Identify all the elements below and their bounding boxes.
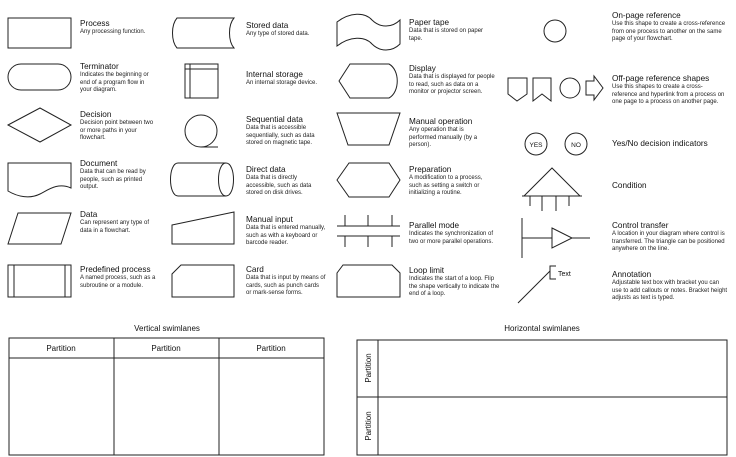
- yes-no-indicators-title: Yes/No decision indicators: [612, 139, 708, 148]
- stored-data-shape[interactable]: [173, 18, 235, 48]
- on-page-reference-title: On-page reference: [612, 11, 681, 20]
- annotation-description: Adjustable text box with bracket you can use to add callouts or notes. Bracket height adjusts as text is typed.: [612, 280, 728, 301]
- vertical-swimlanes-caption: Vertical swimlanes: [134, 324, 200, 333]
- control-transfer-description: A location in your diagram where control is transferred. The triangle can be positioned anywhere on the line.: [612, 231, 725, 252]
- parallel-mode-entry: [409, 221, 501, 246]
- vertical-swimlanes-frame: [9, 338, 324, 455]
- predefined-process-title: Predefined process: [80, 265, 151, 274]
- parallel-mode-shape[interactable]: [337, 215, 400, 247]
- control-transfer-shape[interactable]: [522, 218, 590, 258]
- process-description: Any processing function.: [80, 29, 146, 36]
- display-shape[interactable]: [339, 64, 397, 98]
- predefined-process-description: A named process, such as a subroutine or a module.: [80, 275, 156, 289]
- display-entry: [409, 64, 497, 96]
- annotation-shape[interactable]: [518, 266, 556, 303]
- terminator-shape[interactable]: [8, 64, 71, 90]
- control-transfer-title: Control transfer: [612, 221, 669, 230]
- off-page-reference-entry: [612, 74, 728, 106]
- direct-data-entry: [246, 165, 322, 197]
- horizontal-partition-label-1[interactable]: Partition: [364, 353, 373, 383]
- horizontal-swimlanes-frame: [357, 340, 727, 455]
- on-page-reference-shape[interactable]: [544, 20, 566, 42]
- decision-entry: [80, 110, 156, 142]
- horizontal-swimlanes-caption: Horizontal swimlanes: [504, 324, 580, 333]
- manual-input-description: Data that is entered manually, such as with a keyboard or barcode reader.: [246, 225, 326, 246]
- off-page-reference-arrow-shape[interactable]: [586, 76, 603, 100]
- loop-limit-title: Loop limit: [409, 266, 445, 275]
- on-page-reference-description: Use this shape to create a cross-reference from one process to another on the same page of your flowchart.: [612, 21, 726, 42]
- vertical-partition-label-1[interactable]: Partition: [46, 344, 76, 353]
- parallel-mode-description: Indicates the synchronization of two or more parallel operations.: [409, 231, 494, 245]
- preparation-shape[interactable]: [337, 163, 400, 197]
- paper-tape-title: Paper tape: [409, 18, 450, 27]
- yes-no-indicators-entry: [612, 139, 728, 148]
- paper-tape-description: Data that is stored on paper tape.: [409, 28, 484, 42]
- direct-data-shape[interactable]: [171, 163, 234, 196]
- card-title: Card: [246, 265, 264, 274]
- direct-data-title: Direct data: [246, 165, 286, 174]
- manual-input-title: Manual input: [246, 215, 293, 224]
- card-description: Data that is input by means of cards, such as punch cards or mark-sense forms.: [246, 275, 326, 296]
- decision-shape[interactable]: [8, 108, 71, 142]
- sequential-data-entry: [246, 115, 322, 147]
- paper-tape-shape[interactable]: [337, 14, 400, 50]
- card-entry: [246, 265, 326, 297]
- sequential-data-title: Sequential data: [246, 115, 303, 124]
- horizontal-partition-label-2[interactable]: Partition: [364, 411, 373, 441]
- sequential-data-shape[interactable]: [185, 115, 218, 147]
- document-entry: [80, 159, 156, 191]
- off-page-reference-pentagon-shape[interactable]: [508, 78, 527, 101]
- data-description: Can represent any type of data in a flowchart.: [80, 220, 150, 234]
- manual-operation-title: Manual operation: [409, 117, 473, 126]
- off-page-reference-flag-shape[interactable]: [533, 78, 551, 101]
- off-page-reference-circle-shape[interactable]: [560, 78, 580, 98]
- manual-input-entry: [246, 215, 326, 247]
- preparation-description: A modification to a process, such as setting a switch or initializing a routine.: [409, 175, 483, 196]
- predefined-process-entry: [80, 265, 156, 290]
- terminator-description: Indicates the beginning or end of a program flow in your diagram.: [80, 72, 149, 93]
- internal-storage-shape[interactable]: [185, 64, 218, 98]
- direct-data-description: Data that is directly accessible, such as data stored on disk drives.: [246, 175, 312, 196]
- loop-limit-description: Indicates the start of a loop. Flip the shape vertically to indicate the end of a loop.: [409, 276, 500, 297]
- manual-operation-description: Any operation that is performed manually (by a person).: [409, 127, 478, 148]
- display-description: Data that is displayed for people to read, such as data on a monitor or projector screen.: [409, 74, 495, 95]
- document-description: Data that can be read by people, such as printed output.: [80, 169, 146, 190]
- manual-operation-entry: [409, 117, 491, 149]
- condition-title: Condition: [612, 181, 647, 190]
- document-title: Document: [80, 159, 118, 168]
- preparation-entry: [409, 165, 495, 197]
- display-title: Display: [409, 64, 436, 73]
- annotation-text-label: Text: [558, 271, 571, 278]
- off-page-reference-title: Off-page reference shapes: [612, 74, 710, 83]
- predefined-process-shape[interactable]: [8, 265, 71, 297]
- condition-shape[interactable]: [522, 168, 582, 211]
- condition-entry: [612, 181, 728, 190]
- annotation-title: Annotation: [612, 270, 652, 279]
- off-page-reference-description: Use this shapes to create a cross-reference and hyperlink from a process on one page to a process on another page.: [612, 84, 725, 105]
- paper-tape-entry: [409, 18, 491, 43]
- control-transfer-entry: [612, 221, 728, 253]
- stored-data-entry: [246, 21, 326, 39]
- process-shape[interactable]: [8, 18, 71, 48]
- annotation-entry: [612, 270, 728, 302]
- parallel-mode-title: Parallel mode: [409, 221, 460, 230]
- data-title: Data: [80, 210, 98, 219]
- loop-limit-shape[interactable]: [337, 265, 400, 297]
- internal-storage-entry: [246, 70, 326, 88]
- yes-indicator-label: YES: [529, 142, 543, 149]
- decision-description: Decision point between two or more paths in your flowchart.: [80, 120, 154, 141]
- preparation-title: Preparation: [409, 165, 452, 174]
- vertical-partition-label-2[interactable]: Partition: [151, 344, 181, 353]
- process-entry: [80, 19, 180, 37]
- stored-data-description: Any type of stored data.: [246, 31, 310, 38]
- sequential-data-description: Data that is accessible sequentially, such as data stored on magnetic tape.: [246, 125, 315, 146]
- terminator-title: Terminator: [80, 62, 119, 71]
- document-shape[interactable]: [8, 163, 71, 197]
- vertical-partition-label-3[interactable]: Partition: [256, 344, 286, 353]
- loop-limit-entry: [409, 266, 501, 298]
- decision-title: Decision: [80, 110, 112, 119]
- stored-data-title: Stored data: [246, 21, 289, 30]
- no-indicator-label: NO: [571, 142, 581, 149]
- terminator-entry: [80, 62, 156, 94]
- data-entry: [80, 210, 156, 235]
- on-page-reference-entry: [612, 11, 728, 43]
- data-shape[interactable]: [8, 213, 71, 244]
- card-shape[interactable]: [172, 265, 234, 297]
- process-title: Process: [80, 19, 110, 28]
- internal-storage-title: Internal storage: [246, 70, 303, 79]
- manual-operation-shape[interactable]: [337, 113, 400, 145]
- manual-input-shape[interactable]: [172, 212, 234, 244]
- internal-storage-description: An internal storage device.: [246, 80, 318, 87]
